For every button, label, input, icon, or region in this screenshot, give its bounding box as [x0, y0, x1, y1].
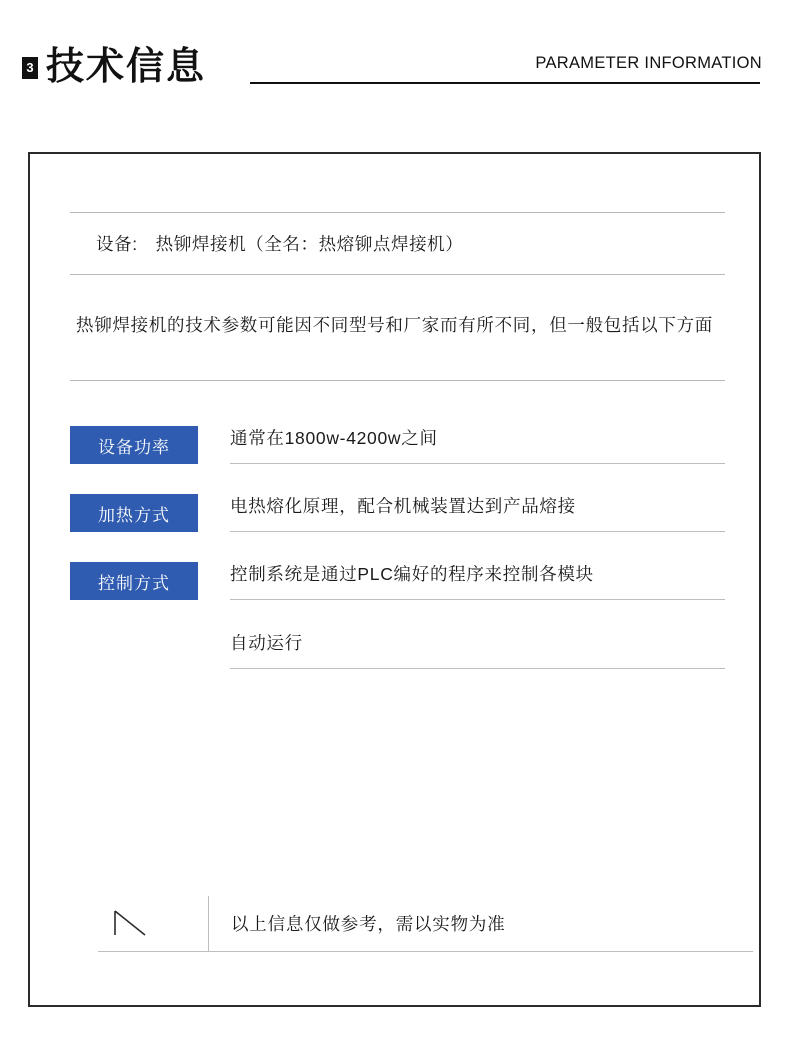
spec-value-group	[230, 561, 725, 669]
footer-note	[98, 896, 753, 952]
intro-bottom-divider	[70, 380, 725, 381]
spec-list	[70, 425, 725, 669]
note-text: 以上信息仅做参考，需以实物为准	[209, 896, 753, 952]
page-title: 技术信息	[46, 46, 207, 88]
parameter-info-card	[28, 152, 761, 1007]
spec-value-line: 自动运行	[230, 630, 725, 669]
spec-row	[70, 561, 725, 669]
section-number-badge: 3	[22, 57, 38, 79]
spec-value-line: 控制系统是通过PLC编好的程序来控制各模块	[230, 561, 725, 600]
spec-value-line: 通常在1800w-4200w之间	[230, 425, 725, 464]
spec-value-group	[230, 493, 725, 532]
spec-row	[70, 425, 725, 464]
pencil-note-icon	[112, 908, 156, 943]
spec-value-line: 电热熔化原理，配合机械装置达到产品熔接	[230, 493, 725, 532]
page-header	[0, 40, 790, 102]
intro-paragraph: 热铆焊接机的技术参数可能因不同型号和厂家而有所不同，但一般包括以下方面	[76, 315, 713, 335]
header-divider-rule	[250, 82, 760, 84]
card-content	[70, 212, 725, 698]
note-icon-box	[98, 896, 208, 952]
page-title-english: PARAMETER INFORMATION	[535, 54, 762, 72]
device-row	[70, 213, 725, 274]
spec-value-group	[230, 425, 725, 464]
device-label: 设备:	[96, 234, 138, 254]
spec-row	[70, 493, 725, 532]
spec-tag-control: 控制方式	[70, 562, 198, 600]
spec-tag-power: 设备功率	[70, 426, 198, 464]
spec-tag-heating: 加热方式	[70, 494, 198, 532]
device-value: 热铆焊接机（全名：热熔铆点焊接机）	[155, 234, 464, 254]
